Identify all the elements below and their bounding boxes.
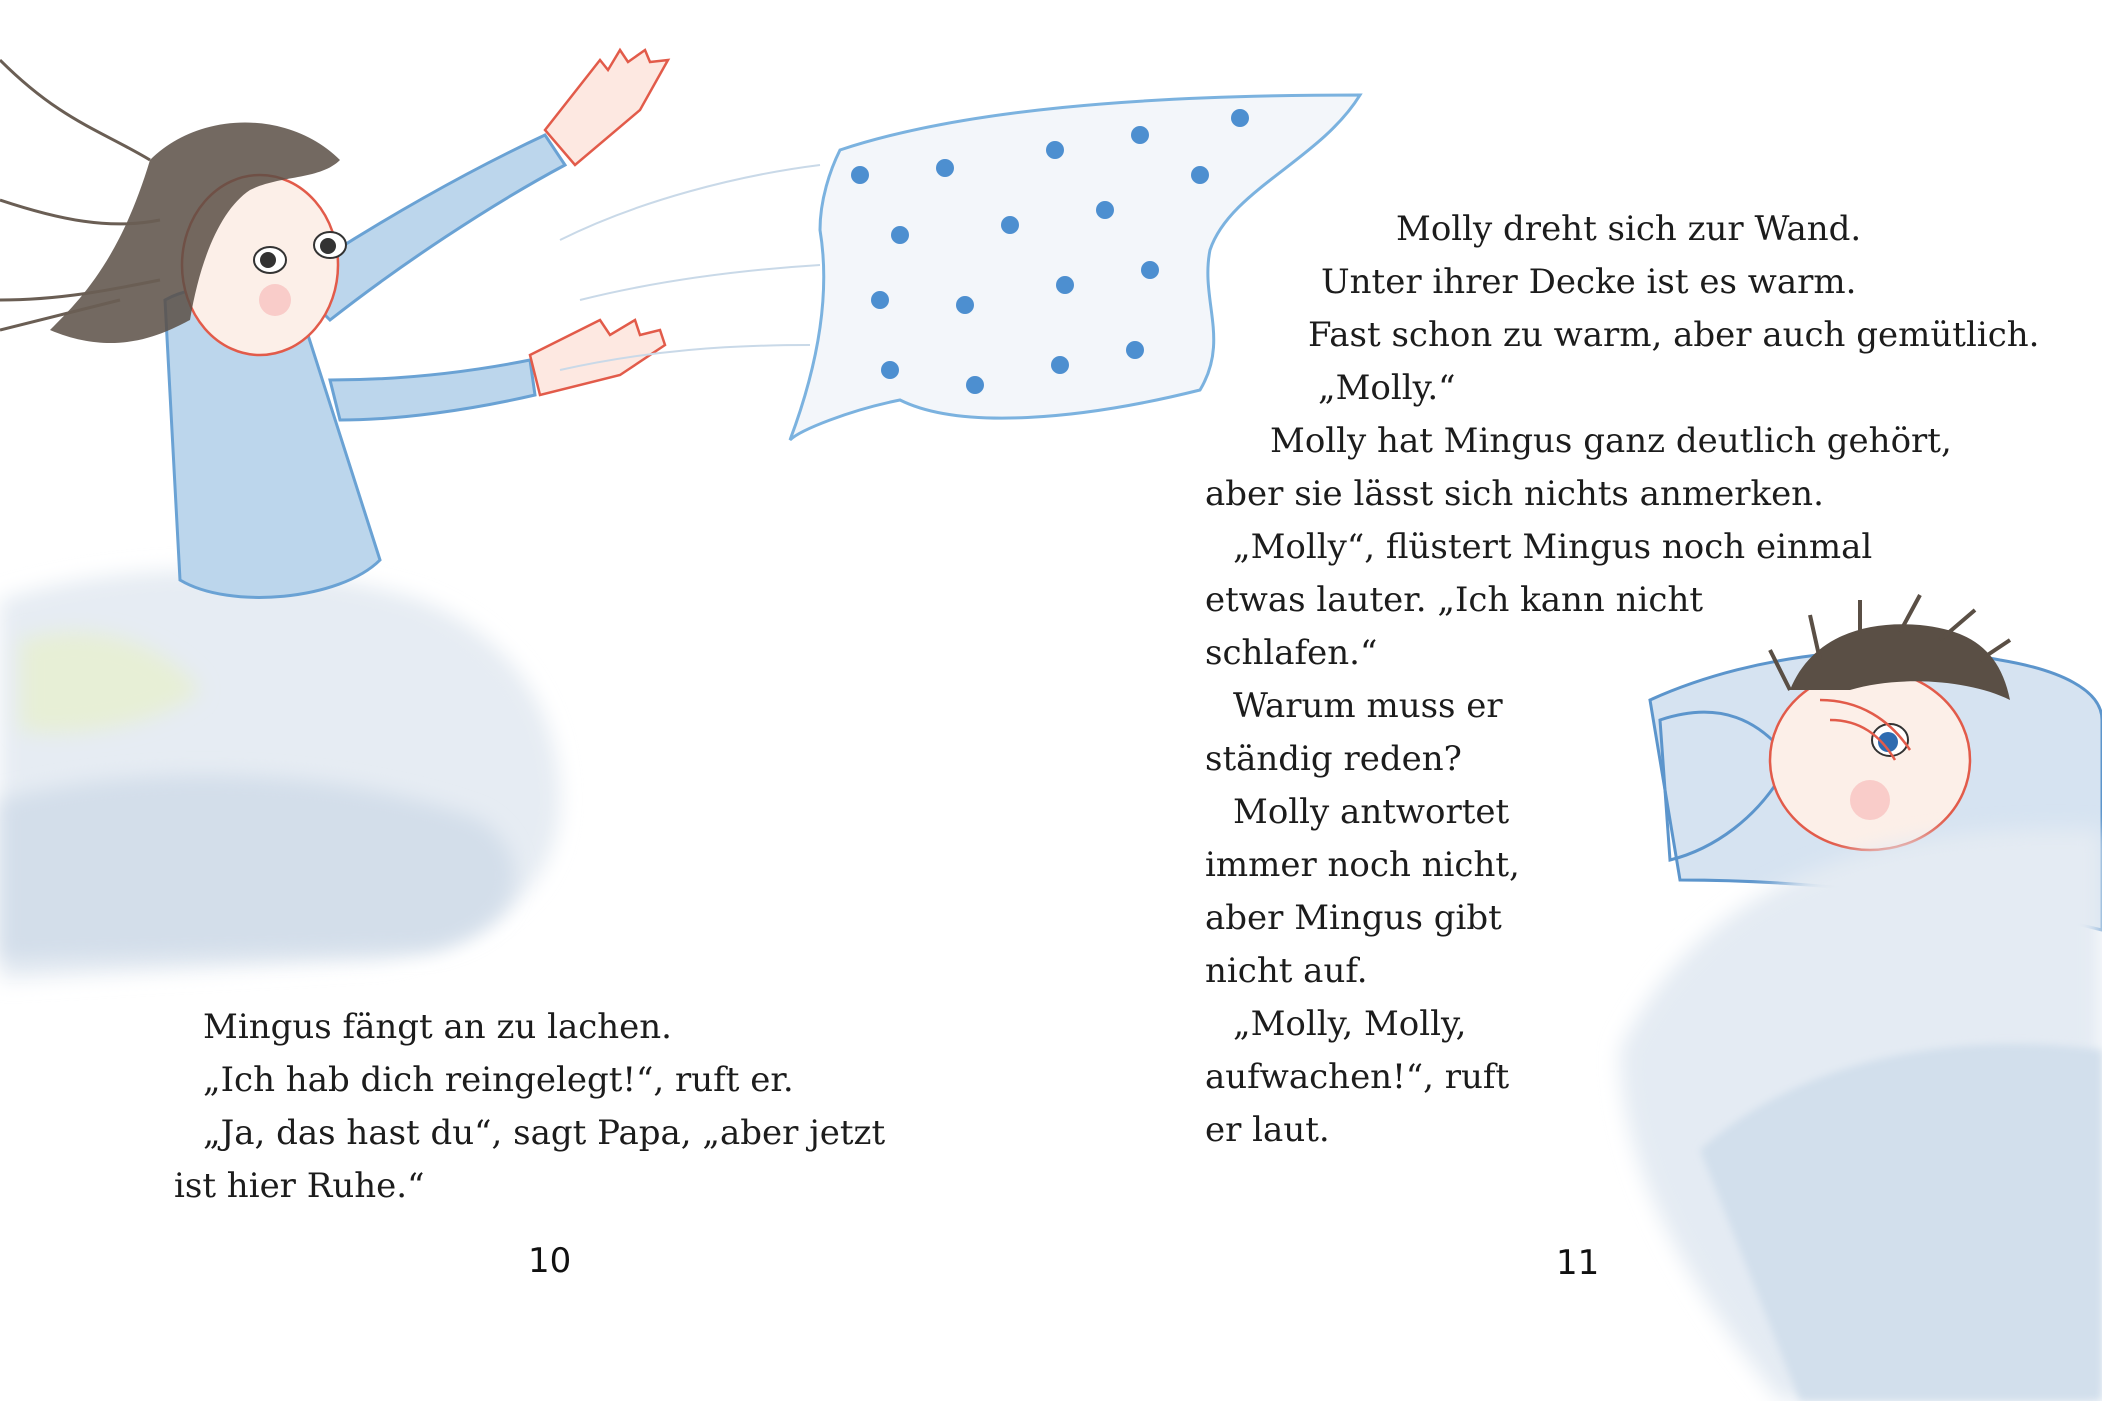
text-line: immer noch nicht, <box>1205 845 1520 885</box>
text-line: ist hier Ruhe.“ <box>174 1166 425 1206</box>
text-line: schlafen.“ <box>1205 633 1378 673</box>
text-line: Mingus fängt an zu lachen. <box>203 1007 672 1047</box>
boy-blanket <box>1620 829 2102 1401</box>
text-line: aufwachen!“, ruft <box>1205 1057 1510 1097</box>
text-line: Unter ihrer Decke ist es warm. <box>1321 262 1857 302</box>
text-line: „Molly“, flüstert Mingus noch einmal <box>1233 527 1873 567</box>
text-line: ständig reden? <box>1205 739 1462 779</box>
text-line: Molly antwortet <box>1233 792 1510 832</box>
text-line: aber Mingus gibt <box>1205 898 1502 938</box>
page-number-right: 11 <box>1556 1243 1600 1283</box>
text-line: Molly dreht sich zur Wand. <box>1396 209 1862 249</box>
text-line: nicht auf. <box>1205 951 1368 991</box>
girl-blanket <box>0 570 560 980</box>
polka-dot-pillow <box>560 95 1360 440</box>
text-line: er laut. <box>1205 1110 1330 1150</box>
page-number-left: 10 <box>528 1241 572 1281</box>
text-line: Warum muss er <box>1233 686 1503 726</box>
text-line: „Molly.“ <box>1318 368 1456 408</box>
text-line: „Ich hab dich reingelegt!“, ruft er. <box>203 1060 794 1100</box>
text-line: etwas lauter. „Ich kann nicht <box>1205 580 1704 620</box>
text-line: „Ja, das hast du“, sagt Papa, „aber jetzt <box>203 1113 886 1153</box>
girl-figure <box>0 50 668 597</box>
text-line: Fast schon zu warm, aber auch gemütlich. <box>1308 315 2040 355</box>
text-line: „Molly, Molly, <box>1233 1004 1467 1044</box>
text-line: aber sie lässt sich nichts anmerken. <box>1205 474 1824 514</box>
text-line: Molly hat Mingus ganz deutlich gehört, <box>1270 421 1952 461</box>
